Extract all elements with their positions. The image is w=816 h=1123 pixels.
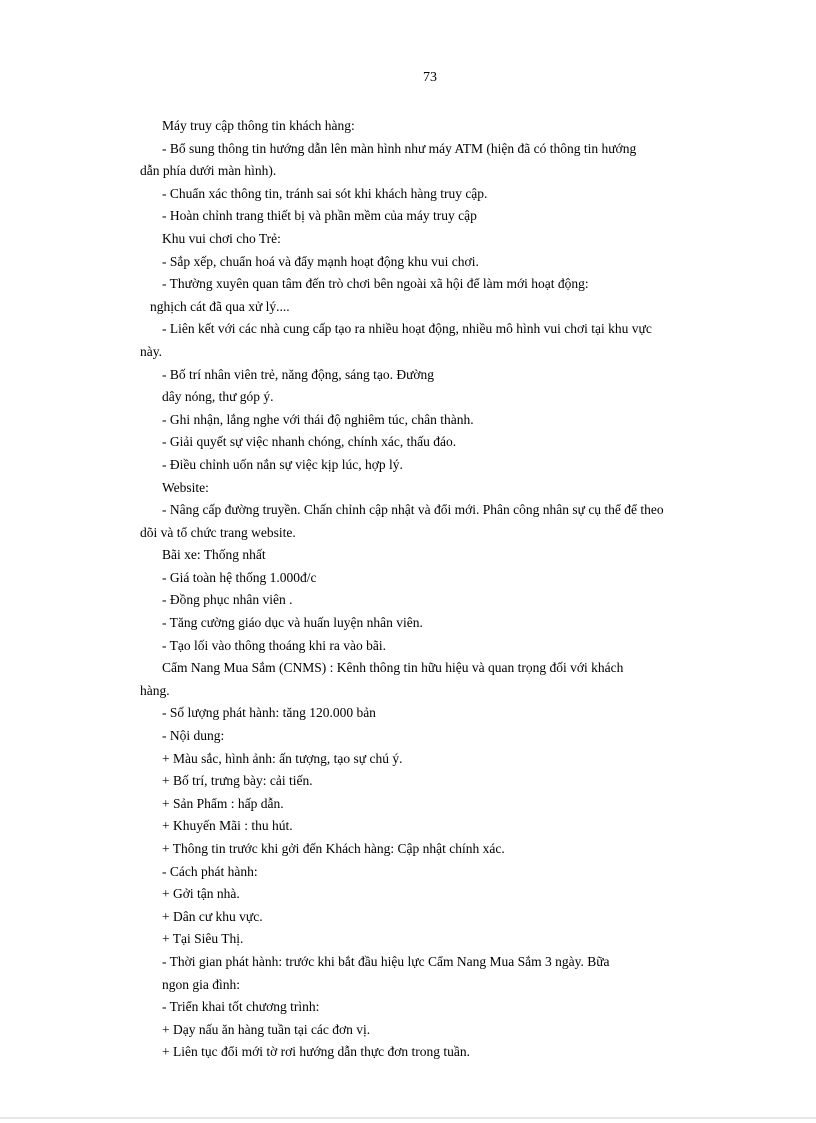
paragraph-line: - Thời gian phát hành: trước khi bắt đầu hiệu lực Cẩm Nang Mua Sắm 3 ngày. Bữa	[162, 953, 610, 969]
paragraph-line: + Tại Siêu Thị.	[162, 931, 244, 947]
paragraph-line: - Nội dung:	[162, 728, 225, 744]
paragraph-line: - Liên kết với các nhà cung cấp tạo ra nhiều hoạt động, nhiều mô hình vui chơi tại khu vực	[162, 321, 652, 337]
paragraph-line: + Liên tục đổi mới tờ rơi hướng dẫn thực đơn trong tuần.	[162, 1044, 471, 1060]
heading-parking: Bãi xe: Thống nhất	[162, 547, 266, 563]
paragraph-line: - Sắp xếp, chuẩn hoá và đẩy mạnh hoạt động khu vui chơi.	[162, 253, 479, 269]
paragraph-line: - Nâng cấp đường truyền. Chấn chỉnh cập nhật và đổi mới. Phân công nhân sự cụ thể để theo	[162, 502, 664, 518]
paragraph-line: dõi và tổ chức trang website.	[140, 524, 296, 540]
document-body	[140, 115, 720, 1064]
paragraph-line: + Dạy nấu ăn hàng tuần tại các đơn vị.	[162, 1021, 371, 1037]
paragraph-line: - Số lượng phát hành: tăng 120.000 bản	[162, 705, 376, 721]
page-bottom-edge	[0, 1117, 816, 1119]
paragraph-line: nghịch cát đã qua xử lý....	[150, 298, 290, 314]
paragraph-line: + Sản Phẩm : hấp dẫn.	[162, 795, 284, 811]
paragraph-line: - Điều chỉnh uốn nắn sự việc kịp lúc, hợp lý.	[162, 456, 403, 472]
page-number: 73	[423, 70, 437, 85]
heading-website: Website:	[162, 479, 209, 495]
paragraph-line: + Bố trí, trưng bày: cải tiến.	[162, 773, 313, 789]
paragraph-line: - Thường xuyên quan tâm đến trò chơi bên ngoài xã hội để làm mới hoạt động:	[162, 276, 589, 292]
paragraph-line: - Hoàn chỉnh trang thiết bị và phần mềm của máy truy cập	[162, 208, 477, 224]
paragraph-line: - Triển khai tốt chương trình:	[162, 999, 320, 1015]
paragraph-line: - Ghi nhận, lắng nghe với thái độ nghiêm túc, chân thành.	[162, 411, 474, 427]
paragraph-line: - Chuẩn xác thông tin, tránh sai sót khi khách hàng truy cập.	[162, 185, 488, 201]
paragraph-line: - Bổ sung thông tin hướng dẫn lên màn hình như máy ATM (hiện đã có thông tin hướng	[162, 140, 637, 156]
paragraph-line: - Tạo lối vào thông thoáng khi ra vào bãi.	[162, 637, 386, 653]
paragraph-line: - Giải quyết sự việc nhanh chóng, chính xác, thấu đáo.	[162, 434, 457, 450]
paragraph-line: này.	[140, 343, 162, 359]
paragraph-line: ngon gia đình:	[162, 976, 240, 992]
heading-kids-area: Khu vui chơi cho Trẻ:	[162, 230, 281, 246]
heading-shopping-guide: Cẩm Nang Mua Sắm (CNMS) : Kênh thông tin hữu hiệu và quan trọng đối với khách	[162, 660, 624, 676]
paragraph-line: + Gởi tận nhà.	[162, 886, 240, 902]
paragraph-line: + Thông tin trước khi gởi đến Khách hàng: Cập nhật chính xác.	[162, 841, 505, 856]
paragraph-line: - Giá toàn hệ thống 1.000đ/c	[162, 569, 317, 585]
paragraph-line: + Dân cư khu vực.	[162, 908, 263, 924]
paragraph-line: - Bố trí nhân viên trẻ, năng động, sáng tạo. Đường	[162, 366, 435, 382]
paragraph-line: - Đồng phục nhân viên .	[162, 592, 293, 608]
paragraph-line: + Khuyến Mãi : thu hút.	[162, 818, 293, 834]
paragraph-line: - Cách phát hành:	[162, 863, 258, 879]
paragraph-line: - Tăng cường giáo dục và huấn luyện nhân viên.	[162, 615, 423, 631]
paragraph-line: + Màu sắc, hình ảnh: ấn tượng, tạo sự chú ý.	[162, 750, 403, 766]
paragraph-line: hàng.	[140, 682, 170, 698]
heading-info-kiosk: Máy truy cập thông tin khách hàng:	[162, 118, 355, 133]
paragraph-line: dẫn phía dưới màn hình).	[140, 163, 277, 179]
paragraph-line: dây nóng, thư góp ý.	[162, 389, 274, 405]
